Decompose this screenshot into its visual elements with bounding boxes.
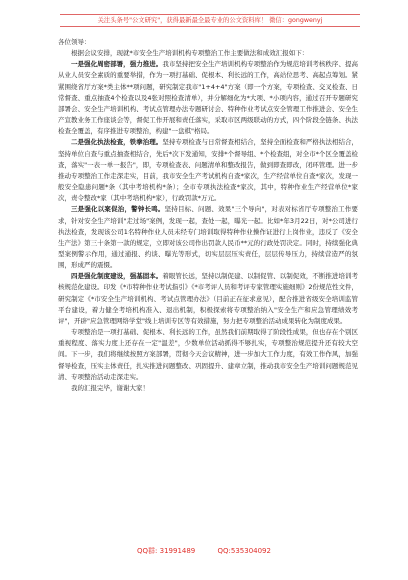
section-2-heading: 二是强化执法检查，铁拳治理。	[71, 138, 163, 147]
closing-paragraph: 专项整治是一项打基础、促根本、利长远的工作，虽然我们前期取得了阶段性成果，但也存在个别区重视程度、落实力度上还存在一定"温差"，少数单位活动抓得不够扎实，专项整治规范提升还有较大空间。下一步，我们将继续按照方案部署，贯彻今天会议精神，进一步加大工作力度，有效工作作风，加强督导检查，压实主体责任，扎实推进问题整改、巩固提升、建章立制，推动我市安全生产培训问题规范见清、专项整治活动走深走实。	[58, 328, 358, 381]
section-4	[58, 271, 358, 327]
section-2	[58, 137, 358, 204]
document-body	[58, 37, 358, 394]
section-1	[58, 59, 358, 137]
footer	[0, 546, 408, 556]
footer-qq-group: QQ群: 31991489	[137, 547, 196, 555]
closing-thanks: 我的汇报完毕，谢谢大家！	[71, 383, 149, 392]
section-3-heading: 三是强化以案促治，警钟长鸣。	[71, 205, 165, 214]
section-3	[58, 204, 358, 271]
section-3-body: 坚持目标、问题、效果"三个导向"，对表对标省厅专项整治工作要求，针对安全生产培训"走过场"案例，发现一起，查处一起，曝光一起。比如*年3月22日，对*公司进行执法检查，发现该公司1名特种作业人员未经专门培训取得特种作业操作证进行上岗作业，违反了《安全生产法》第三十条第一款的规定，立即对该公司作出罚款人民币**元的行政处罚决定。同时，持续强化典型案例警示作用，通过通报、约谈、曝光等形式，切实层层压实责任，层层传导压力，持续营造严的氛围，形成严的震慑。	[58, 205, 359, 270]
section-4-heading: 四是强化制度建设，强基固本。	[71, 272, 163, 281]
section-2-body: 坚持专项检查与日常督查相结合，坚持全面检查和严格执法相结合，坚持单位自查与重点抽查相结合，先后*次下发通知，安排*个督导组、*个检查组，对全市*个区全覆盖检查，落实"一表一单一报告"，即，专项检查表、问题清单和整改报告，做到即查即改，闭环管理。进一步推动专项整治工作走深走实，目前，我市安全生产考试机构自查*家次，生产经营单位自查*家次，发现一般安全隐患问题*条（其中考培机构*条）；全市专项执法检查*家次，其中，特种作业生产经营单位*家次，责令整改*家（其中考培机构*家），行政罚款*万元。	[58, 138, 359, 203]
section-1-heading: 一是强化周密部署，强力推进。	[71, 60, 163, 69]
footer-qq: QQ:535304092	[217, 547, 271, 555]
banner-text: 关注头条号"公文研究"，获得最新最全最专业的公文资料库！ 微信：gongwenyj	[97, 17, 323, 24]
section-1-body: 我市坚持把安全生产培训机构专项整治作为规范培训考核秩序、提高从业人员安全素质的重要举措，作为一项打基础、促根本、利长远的工作，高站位思考、高起点筹划。紧紧围绕省厅方案*类主体**项问题，研究制定我市"1+4+4"方案（即一个方案，专项检查、交叉检查、日常督查、重点抽查4个检查以及4张对照检查清单），并分解细化为*大项、*小项内容，通过召开专题研究部署会、安全生产培训机构、考试点管理办法专题研讨会、特种作业考试点安全管理工作推进会、安全生产宣教业务工作座谈会等，督促工作开展和责任落实，采取市区两级联动的方式，四个阶段全链条、执法检查全覆盖，有序推进专项整治，构建"一盘棋"格局。	[58, 60, 359, 136]
intro-paragraph: 根据会议安排，现就*市安全生产培训机构专项整治工作主要做法和成效汇报如下：	[71, 49, 309, 58]
section-4-body: 着眼管长远，坚持以制促建、以制促管、以制促效，不断推进培训考核规范化建设。印发《*市特种作业考试指引》《*市考评人员和考评专家管理实施细则》2份规范性文件，研究制定《*市安全生产培训机构、考试点管理办法》（目前正在征求意见），配合推进省级安全培训监管平台建设，着力健全考培机构准入、退出机制，积极探索将专项整治纳入"安全生产和应急管理绩效考评"，开辟"应急管理网络学堂"线上培训专区等有效措施，努力把专项整治活动成果转化为制度成果。	[58, 272, 359, 325]
salutation: 各位领导：	[58, 38, 91, 46]
top-banner	[60, 14, 360, 27]
